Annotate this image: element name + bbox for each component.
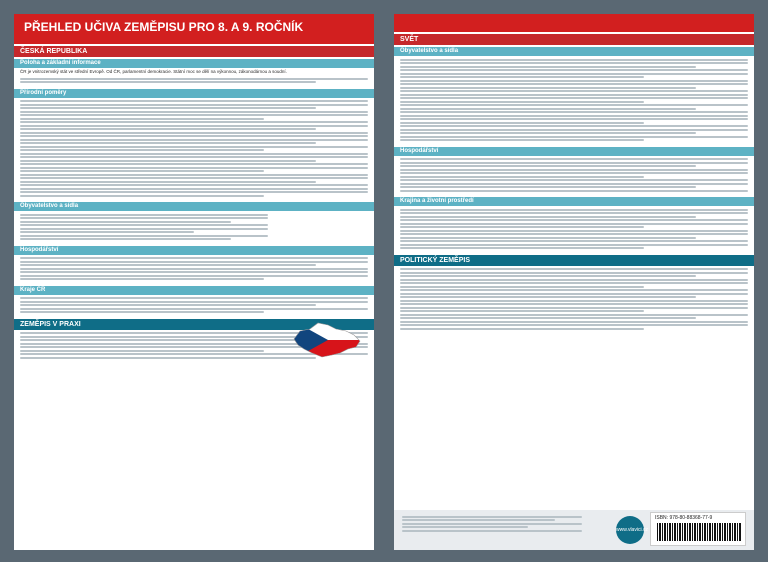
barcode-icon	[657, 523, 741, 541]
text-block	[394, 56, 754, 145]
text-block	[14, 75, 374, 87]
subsection-poloha: Poloha a základní informace	[14, 59, 374, 68]
subsection-krajina: Krajina a životní prostředí	[394, 197, 754, 206]
text-block	[14, 295, 374, 317]
text-block	[14, 255, 374, 284]
subsection-kraje: Kraje ČR	[14, 286, 374, 295]
text-block	[394, 206, 754, 253]
text-block	[394, 156, 754, 196]
subsection-hospodarstvi: Hospodářství	[14, 246, 374, 255]
subsection-obyvatelstvo: Obyvatelstvo a sídla	[394, 47, 754, 56]
footer-text	[402, 516, 582, 532]
czech-flag-map	[290, 319, 364, 361]
text-block	[14, 98, 374, 201]
section-politicky-zemepis: POLITICKÝ ZEMĚPIS	[394, 255, 754, 266]
isbn-barcode	[650, 512, 746, 546]
left-page	[14, 14, 374, 550]
subsection-obyvatelstvo: Obyvatelstvo a sídla	[14, 202, 374, 211]
text-block	[14, 211, 274, 244]
section-ceska-republika: ČESKÁ REPUBLIKA	[14, 46, 374, 57]
right-header-bar	[394, 14, 754, 32]
text-block	[394, 266, 754, 334]
subsection-prirodni-pomery: Přírodní poměry	[14, 89, 374, 98]
isbn-number: ISBN: 978-80-88368-77-9	[655, 515, 713, 521]
section-svet: SVĚT	[394, 34, 754, 45]
text-poloha: ČR je vnitrozemský stát ve střední Evropě. Od ČR, parlamentní demokracie. Státní moc se dělí na výkonnou, zákonodárnou a soudní.	[20, 69, 287, 74]
publisher-logo: www.vlavici.cz	[616, 516, 644, 544]
subsection-hospodarstvi: Hospodářství	[394, 147, 754, 156]
right-page	[394, 14, 754, 550]
footer	[394, 510, 754, 550]
page-title: PŘEHLED UČIVA ZEMĚPISU PRO 8. A 9. ROČNÍK	[14, 14, 374, 44]
section-zemepis-v-praxi: ZEMĚPIS V PRAXI	[14, 319, 374, 330]
